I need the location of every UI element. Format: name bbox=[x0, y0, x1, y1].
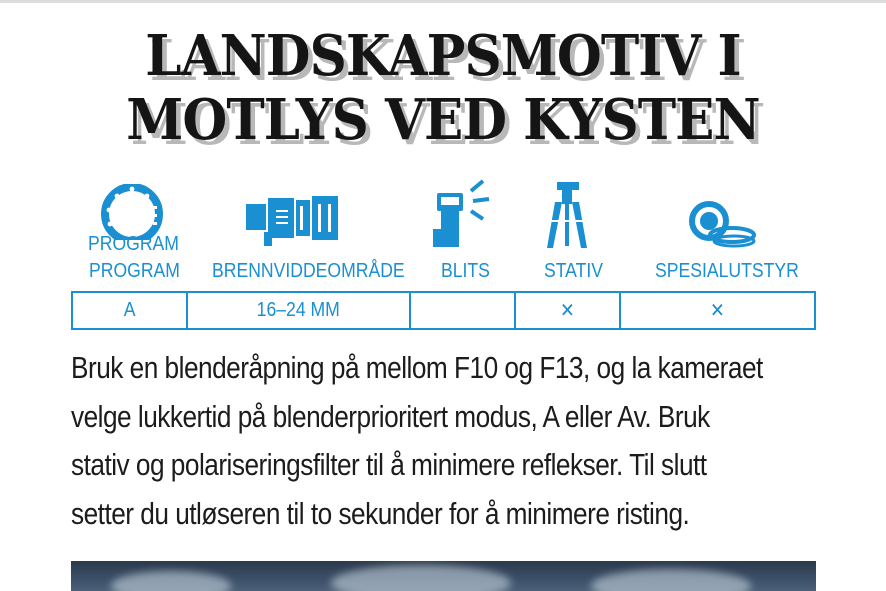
title-line-2: MOTLYS VED KYSTEN bbox=[126, 87, 760, 153]
tripod-label: STATIV bbox=[544, 260, 604, 282]
body-line-4: setter du utløseren til to sekunder for å minimere risting. bbox=[71, 496, 690, 531]
program-value: A bbox=[123, 299, 136, 321]
title-line-1: LANDSKAPSMOTIV I bbox=[145, 23, 741, 89]
focal-range-label: BRENNVIDDEOMRÅDE bbox=[212, 260, 405, 282]
tripod-icon bbox=[545, 180, 589, 250]
program-value-cell bbox=[73, 293, 188, 328]
flash-label: BLITS bbox=[441, 260, 490, 282]
settings-table bbox=[71, 291, 816, 330]
page-title bbox=[35, 24, 850, 152]
photo-cloud bbox=[111, 571, 231, 591]
special-equipment-label: SPESIALUTSTYR bbox=[655, 260, 799, 282]
body-line-3: stativ og polariseringsfilter til å minimere reflekser. Til slutt bbox=[71, 448, 707, 482]
lens-icon bbox=[244, 194, 340, 248]
special-value-cell bbox=[621, 293, 814, 328]
flash-value-cell bbox=[411, 293, 516, 328]
landscape-photo bbox=[71, 561, 816, 591]
body-line-1: Bruk en blenderåpning på mellom F10 og F13, og la kameraet bbox=[71, 351, 763, 385]
top-divider bbox=[0, 0, 886, 3]
body-line-2: velge lukkertid på blenderprioritert modus, A eller Av. Bruk bbox=[71, 399, 710, 434]
tripod-check: ✕ bbox=[560, 300, 575, 322]
special-equipment-check: ✕ bbox=[710, 300, 725, 322]
focal-range-value: 16–24 MM bbox=[256, 299, 341, 321]
body-paragraph bbox=[71, 344, 831, 538]
mode-dial-icon bbox=[99, 184, 165, 240]
flash-icon bbox=[429, 179, 505, 249]
tripod-value-cell bbox=[516, 293, 621, 328]
program-label-overlap: PROGRAM bbox=[88, 233, 179, 255]
photo-cloud bbox=[331, 565, 511, 591]
program-label: PROGRAM bbox=[89, 260, 180, 282]
focal-value-cell bbox=[188, 293, 411, 328]
filter-icon bbox=[688, 199, 758, 251]
photo-cloud bbox=[591, 569, 751, 591]
